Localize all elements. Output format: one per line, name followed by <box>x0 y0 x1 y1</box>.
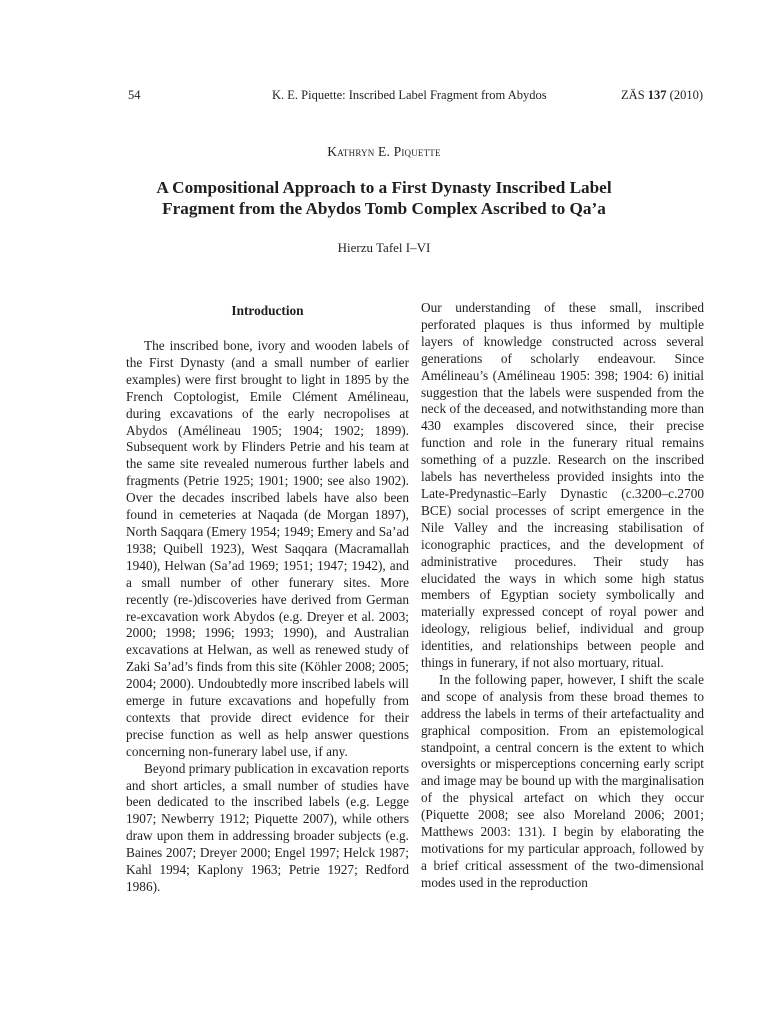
paragraph: Beyond primary publication in excavation reports and short articles, a small number of studies have been dedicated to the inscribed labels (e.g. Legge 1907; Newberry 1912; Piquette 2007), while others draw upon them in addressing broader subjects (e.g. Baines 2007; Dreyer 2000; Engel 1997; Helck 1987; Kahl 1994; Kaplony 1963; Petrie 1927; Redford 1986). <box>126 760 409 894</box>
running-head <box>128 87 703 103</box>
paragraph: Our understanding of these small, inscribed perforated plaques is thus informed by multiple layers of knowledge constructed across several generations of scholarly endeavour. Since Amélineau’s (Amélineau 1905: 398; 1904: 6) initial suggestion that the labels were suspended from the neck of the deceased, and notwithstanding more than 430 examples discovered since, their precise function and role in the funerary ritual remains something of a puzzle. Research on the inscribed labels has nevertheless provided insights into the Late-Predynastic–Early Dynastic (c.3200–c.2700 BCE) social processes of script emergence in the Nile Valley and the increasing stabilisation of iconographic practices, and the development of administrative procedures. Their study has elucidated the ways in which some high status members of Egyptian society symbolically and materially expressed concept of royal power and ideology, religious belief, individual and group identities, and relationships between people and things in funerary, if not also mortuary, ritual. <box>421 300 704 671</box>
journal-volume: 137 <box>647 88 667 102</box>
running-title: K. E. Piquette: Inscribed Label Fragment from Abydos <box>272 88 547 102</box>
journal-reference <box>621 87 703 103</box>
author-name: Kathryn E. Piquette <box>327 144 441 159</box>
article-title <box>110 177 658 219</box>
title-line-2: Fragment from the Abydos Tomb Complex Ascribed to Qa’a <box>162 199 606 218</box>
journal-name: ZÄS <box>621 88 645 102</box>
plates-note: Hierzu Tafel I–VI <box>337 240 431 255</box>
left-column <box>126 300 409 896</box>
section-heading: Introduction <box>231 303 304 318</box>
right-column <box>421 300 704 892</box>
journal-year: (2010) <box>669 88 703 102</box>
title-line-1: A Compositional Approach to a First Dynasty Inscribed Label <box>156 178 612 197</box>
paragraph: The inscribed bone, ivory and wooden labels of the First Dynasty (and a small number of earlier examples) were first brought to light in 1895 by the French Coptologist, Emile Clément Amélineau, during excavations of the early necropolises at Abydos (Amélineau 1905; 1904; 1902; 1899). Subsequent work by Flinders Petrie and his team at the same site revealed numerous further labels and fragments (Petrie 1925; 1901; 1900; see also 1902). Over the decades inscribed labels have also been found in cemeteries at Naqada (de Morgan 1897), North Saqqara (Emery 1954; 1949; Emery and Sa’ad 1938; Quibell 1923), West Saqqara (Macramallah 1940), Helwan (Sa’ad 1969; 1951; 1947; 1942), and a small number of other funerary sites. More recently (re-)discoveries have derived from German re-excavation work Abydos (e.g. Dreyer et al. 2003; 2000; 1998; 1996; 1993; 1990), and Australian excavations at Helwan, as well as renewed study of Zaki Sa’ad’s finds from this site (Köhler 2008; 2005; 2004; 2000). Undoubtedly more inscribed labels will emerge in future excavations and hopefully from contexts that provide direct evidence for their precise function as well as help answer questions concerning non-funerary label use, if any. <box>126 338 409 759</box>
paragraph: In the following paper, however, I shift the scale and scope of analysis from these broad themes to address the labels in terms of their artefactuality and graphical composition. From an epistemological standpoint, a central concern is the extent to which oversights or misperceptions concerning early script and image may be bound up with the marginalisation of the physical artefact on which they occur (Piquette 2008; see also Moreland 2006; 2001; Matthews 2003: 131). I begin by elaborating the motivations for my particular approach, followed by a brief critical assessment of the two-dimensional modes used in the reproduction <box>421 671 704 890</box>
page-number: 54 <box>128 88 141 102</box>
